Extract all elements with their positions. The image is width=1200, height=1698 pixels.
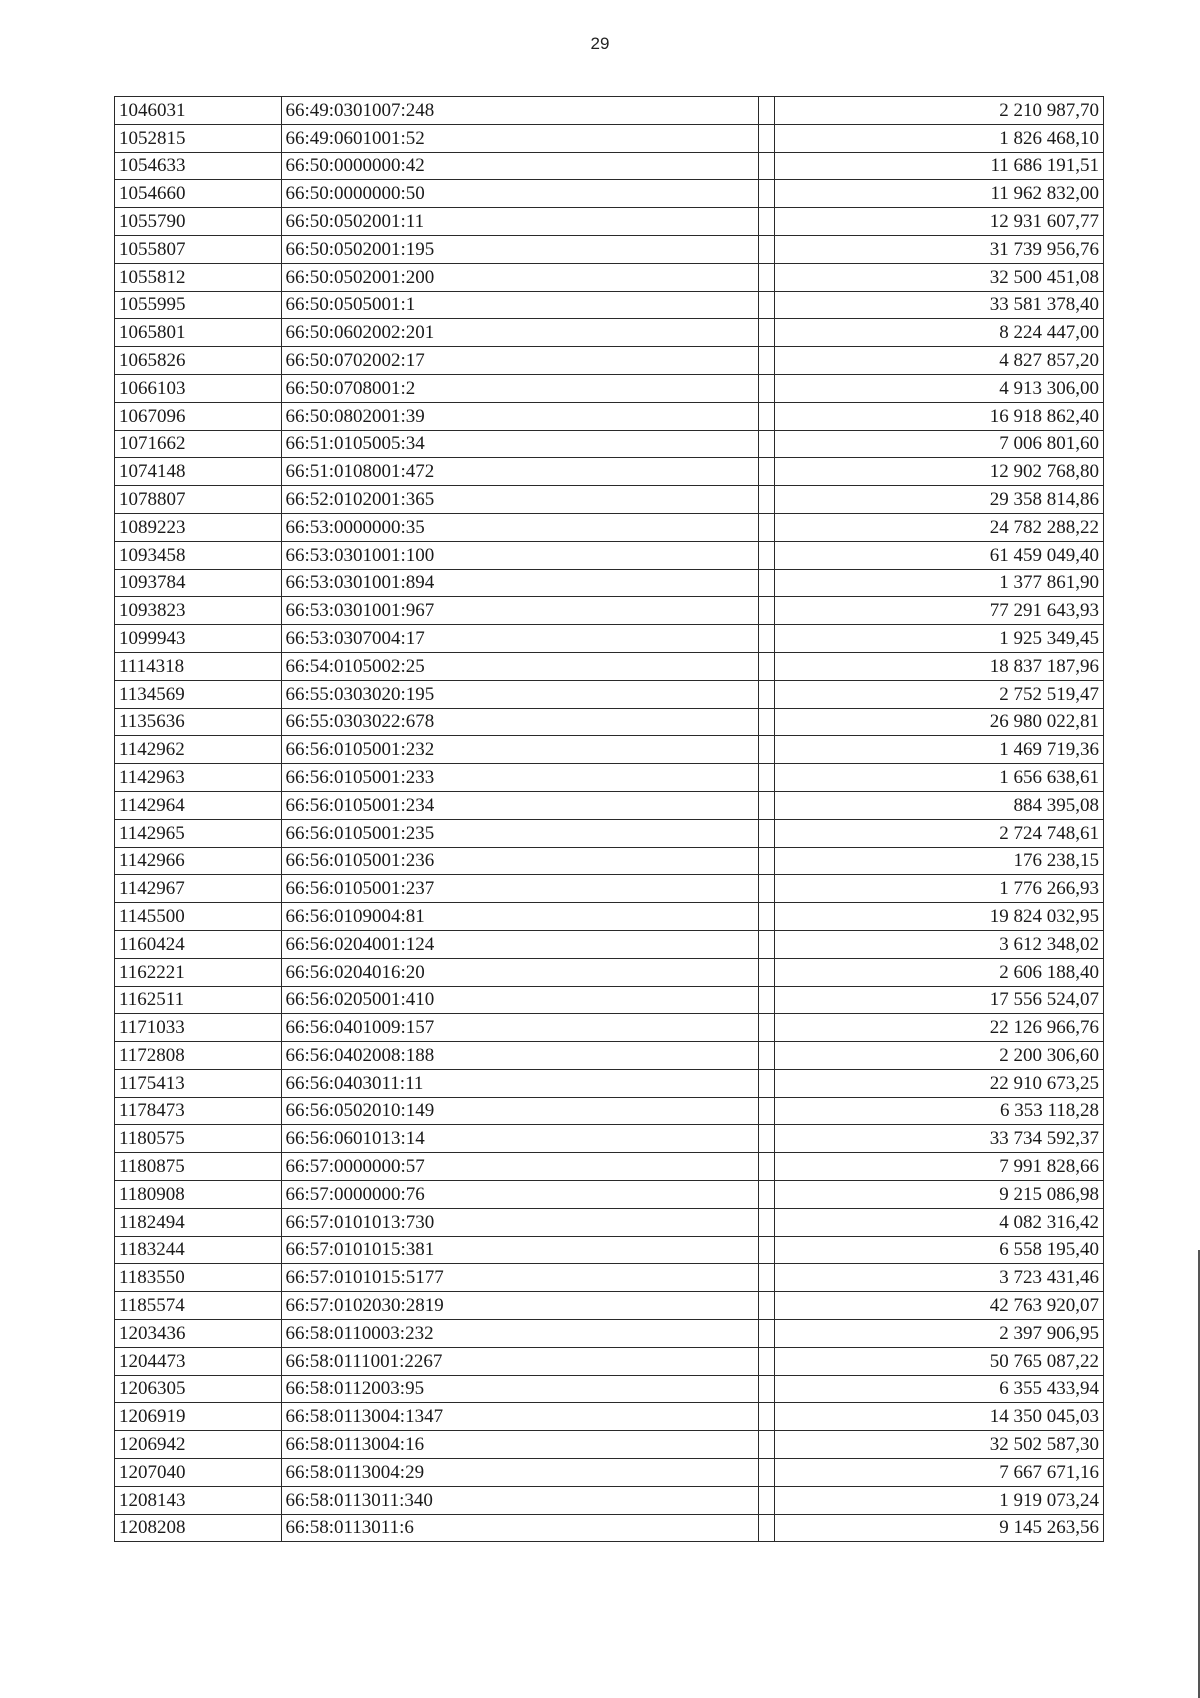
cadastral-number-cell: 66:58:0113011:6 [282, 1514, 759, 1542]
empty-cell [759, 764, 775, 792]
cadastral-value-cell: 24 782 288,22 [774, 513, 1103, 541]
table-row [115, 958, 1104, 986]
cadastral-number-cell: 66:56:0205001:410 [282, 986, 759, 1014]
table-row [115, 402, 1104, 430]
cadastral-number-cell: 66:56:0105001:234 [282, 791, 759, 819]
object-code-cell: 1203436 [115, 1320, 282, 1348]
table-row [115, 263, 1104, 291]
empty-cell [759, 402, 775, 430]
table-row [115, 1403, 1104, 1431]
cadastral-value-cell: 1 776 266,93 [774, 875, 1103, 903]
table-row [115, 1320, 1104, 1348]
cadastral-value-cell: 77 291 643,93 [774, 597, 1103, 625]
object-code-cell: 1093784 [115, 569, 282, 597]
empty-cell [759, 1264, 775, 1292]
empty-cell [759, 1208, 775, 1236]
table-row [115, 1208, 1104, 1236]
empty-cell [759, 1069, 775, 1097]
table-row [115, 1097, 1104, 1125]
cadastral-value-cell: 26 980 022,81 [774, 708, 1103, 736]
cadastral-number-cell: 66:50:0802001:39 [282, 402, 759, 430]
cadastral-number-cell: 66:56:0105001:232 [282, 736, 759, 764]
cadastral-value-cell: 1 469 719,36 [774, 736, 1103, 764]
cadastral-value-cell: 11 962 832,00 [774, 180, 1103, 208]
empty-cell [759, 736, 775, 764]
object-code-cell: 1185574 [115, 1292, 282, 1320]
empty-cell [759, 1347, 775, 1375]
empty-cell [759, 319, 775, 347]
empty-cell [759, 1153, 775, 1181]
table-row [115, 791, 1104, 819]
cadastral-number-cell: 66:56:0105001:235 [282, 819, 759, 847]
table-row [115, 1264, 1104, 1292]
cadastral-number-cell: 66:56:0204016:20 [282, 958, 759, 986]
cadastral-value-cell: 2 397 906,95 [774, 1320, 1103, 1348]
empty-cell [759, 569, 775, 597]
table-row [115, 97, 1104, 125]
empty-cell [759, 347, 775, 375]
object-code-cell: 1067096 [115, 402, 282, 430]
table-row [115, 1292, 1104, 1320]
cadastral-number-cell: 66:50:0502001:195 [282, 235, 759, 263]
empty-cell [759, 291, 775, 319]
cadastral-value-cell: 22 126 966,76 [774, 1014, 1103, 1042]
table-row [115, 708, 1104, 736]
empty-cell [759, 708, 775, 736]
cadastral-number-cell: 66:56:0502010:149 [282, 1097, 759, 1125]
empty-cell [759, 1459, 775, 1487]
cadastral-number-cell: 66:58:0110003:232 [282, 1320, 759, 1348]
empty-cell [759, 791, 775, 819]
cadastral-value-cell: 9 145 263,56 [774, 1514, 1103, 1542]
cadastral-value-cell: 12 931 607,77 [774, 208, 1103, 236]
cadastral-number-cell: 66:55:0303022:678 [282, 708, 759, 736]
cadastral-value-cell: 61 459 049,40 [774, 541, 1103, 569]
cadastral-value-cell: 6 558 195,40 [774, 1236, 1103, 1264]
object-code-cell: 1055812 [115, 263, 282, 291]
empty-cell [759, 1236, 775, 1264]
table-row [115, 291, 1104, 319]
cadastral-number-cell: 66:50:0505001:1 [282, 291, 759, 319]
empty-cell [759, 430, 775, 458]
object-code-cell: 1093458 [115, 541, 282, 569]
cadastral-number-cell: 66:50:0000000:50 [282, 180, 759, 208]
cadastral-value-table [114, 96, 1104, 1542]
object-code-cell: 1162511 [115, 986, 282, 1014]
empty-cell [759, 986, 775, 1014]
cadastral-number-cell: 66:51:0105005:34 [282, 430, 759, 458]
table-row [115, 764, 1104, 792]
cadastral-number-cell: 66:53:0301001:894 [282, 569, 759, 597]
object-code-cell: 1093823 [115, 597, 282, 625]
cadastral-value-cell: 16 918 862,40 [774, 402, 1103, 430]
cadastral-number-cell: 66:58:0113004:29 [282, 1459, 759, 1487]
empty-cell [759, 124, 775, 152]
cadastral-value-cell: 2 606 188,40 [774, 958, 1103, 986]
cadastral-value-cell: 33 734 592,37 [774, 1125, 1103, 1153]
object-code-cell: 1055790 [115, 208, 282, 236]
object-code-cell: 1172808 [115, 1042, 282, 1070]
cadastral-value-cell: 7 991 828,66 [774, 1153, 1103, 1181]
object-code-cell: 1183550 [115, 1264, 282, 1292]
table-row [115, 986, 1104, 1014]
cadastral-number-cell: 66:53:0307004:17 [282, 625, 759, 653]
table-row [115, 652, 1104, 680]
cadastral-number-cell: 66:57:0000000:76 [282, 1181, 759, 1209]
empty-cell [759, 513, 775, 541]
object-code-cell: 1065826 [115, 347, 282, 375]
cadastral-number-cell: 66:56:0402008:188 [282, 1042, 759, 1070]
object-code-cell: 1145500 [115, 903, 282, 931]
table-row [115, 1153, 1104, 1181]
cadastral-number-cell: 66:56:0401009:157 [282, 1014, 759, 1042]
object-code-cell: 1142966 [115, 847, 282, 875]
cadastral-number-cell: 66:50:0000000:42 [282, 152, 759, 180]
empty-cell [759, 1514, 775, 1542]
table-row [115, 875, 1104, 903]
object-code-cell: 1055807 [115, 235, 282, 263]
cadastral-number-cell: 66:49:0601001:52 [282, 124, 759, 152]
empty-cell [759, 1486, 775, 1514]
cadastral-number-cell: 66:50:0502001:11 [282, 208, 759, 236]
object-code-cell: 1175413 [115, 1069, 282, 1097]
cadastral-value-cell: 3 612 348,02 [774, 930, 1103, 958]
table-row [115, 1431, 1104, 1459]
table-row [115, 430, 1104, 458]
cadastral-number-cell: 66:58:0113011:340 [282, 1486, 759, 1514]
cadastral-value-cell: 32 502 587,30 [774, 1431, 1103, 1459]
empty-cell [759, 680, 775, 708]
object-code-cell: 1180575 [115, 1125, 282, 1153]
object-code-cell: 1171033 [115, 1014, 282, 1042]
cadastral-value-cell: 2 200 306,60 [774, 1042, 1103, 1070]
object-code-cell: 1142964 [115, 791, 282, 819]
cadastral-number-cell: 66:57:0101015:381 [282, 1236, 759, 1264]
object-code-cell: 1160424 [115, 930, 282, 958]
object-code-cell: 1206919 [115, 1403, 282, 1431]
object-code-cell: 1142962 [115, 736, 282, 764]
table-row [115, 180, 1104, 208]
table-row [115, 1236, 1104, 1264]
object-code-cell: 1074148 [115, 458, 282, 486]
cadastral-value-cell: 29 358 814,86 [774, 486, 1103, 514]
object-code-cell: 1178473 [115, 1097, 282, 1125]
cadastral-value-cell: 1 656 638,61 [774, 764, 1103, 792]
object-code-cell: 1208143 [115, 1486, 282, 1514]
object-code-cell: 1208208 [115, 1514, 282, 1542]
table-row [115, 208, 1104, 236]
page-number: 29 [590, 34, 610, 53]
cadastral-value-cell: 14 350 045,03 [774, 1403, 1103, 1431]
empty-cell [759, 597, 775, 625]
cadastral-value-cell: 22 910 673,25 [774, 1069, 1103, 1097]
cadastral-value-cell: 11 686 191,51 [774, 152, 1103, 180]
table-row [115, 1042, 1104, 1070]
empty-cell [759, 819, 775, 847]
table-row [115, 486, 1104, 514]
object-code-cell: 1183244 [115, 1236, 282, 1264]
object-code-cell: 1204473 [115, 1347, 282, 1375]
cadastral-number-cell: 66:56:0204001:124 [282, 930, 759, 958]
empty-cell [759, 958, 775, 986]
cadastral-number-cell: 66:58:0112003:95 [282, 1375, 759, 1403]
empty-cell [759, 1431, 775, 1459]
cadastral-value-cell: 19 824 032,95 [774, 903, 1103, 931]
empty-cell [759, 625, 775, 653]
cadastral-value-cell: 12 902 768,80 [774, 458, 1103, 486]
empty-cell [759, 235, 775, 263]
table-row [115, 930, 1104, 958]
cadastral-value-cell: 4 827 857,20 [774, 347, 1103, 375]
cadastral-number-cell: 66:57:0102030:2819 [282, 1292, 759, 1320]
empty-cell [759, 1403, 775, 1431]
object-code-cell: 1065801 [115, 319, 282, 347]
cadastral-value-cell: 6 355 433,94 [774, 1375, 1103, 1403]
empty-cell [759, 152, 775, 180]
empty-cell [759, 180, 775, 208]
cadastral-value-cell: 17 556 524,07 [774, 986, 1103, 1014]
table-row [115, 625, 1104, 653]
table-row [115, 736, 1104, 764]
cadastral-value-cell: 4 082 316,42 [774, 1208, 1103, 1236]
object-code-cell: 1142967 [115, 875, 282, 903]
cadastral-value-cell: 1 925 349,45 [774, 625, 1103, 653]
table-row [115, 1375, 1104, 1403]
object-code-cell: 1135636 [115, 708, 282, 736]
cadastral-number-cell: 66:50:0602002:201 [282, 319, 759, 347]
cadastral-value-cell: 176 238,15 [774, 847, 1103, 875]
cadastral-number-cell: 66:56:0105001:236 [282, 847, 759, 875]
empty-cell [759, 1320, 775, 1348]
cadastral-number-cell: 66:50:0708001:2 [282, 374, 759, 402]
object-code-cell: 1207040 [115, 1459, 282, 1487]
table-row [115, 597, 1104, 625]
cadastral-value-cell: 6 353 118,28 [774, 1097, 1103, 1125]
cadastral-number-cell: 66:56:0105001:233 [282, 764, 759, 792]
table-row [115, 1181, 1104, 1209]
object-code-cell: 1180908 [115, 1181, 282, 1209]
object-code-cell: 1180875 [115, 1153, 282, 1181]
cadastral-number-cell: 66:49:0301007:248 [282, 97, 759, 125]
cadastral-value-cell: 3 723 431,46 [774, 1264, 1103, 1292]
cadastral-value-cell: 2 210 987,70 [774, 97, 1103, 125]
cadastral-number-cell: 66:57:0101015:5177 [282, 1264, 759, 1292]
table-row [115, 680, 1104, 708]
cadastral-value-cell: 31 739 956,76 [774, 235, 1103, 263]
cadastral-value-cell: 884 395,08 [774, 791, 1103, 819]
empty-cell [759, 1097, 775, 1125]
table-row [115, 1014, 1104, 1042]
table-row [115, 541, 1104, 569]
object-code-cell: 1142963 [115, 764, 282, 792]
empty-cell [759, 930, 775, 958]
cadastral-number-cell: 66:57:0101013:730 [282, 1208, 759, 1236]
empty-cell [759, 1042, 775, 1070]
empty-cell [759, 1014, 775, 1042]
cadastral-number-cell: 66:56:0109004:81 [282, 903, 759, 931]
table-row [115, 847, 1104, 875]
cadastral-number-cell: 66:57:0000000:57 [282, 1153, 759, 1181]
object-code-cell: 1182494 [115, 1208, 282, 1236]
object-code-cell: 1134569 [115, 680, 282, 708]
table-row [115, 458, 1104, 486]
empty-cell [759, 1125, 775, 1153]
empty-cell [759, 652, 775, 680]
empty-cell [759, 903, 775, 931]
empty-cell [759, 1181, 775, 1209]
table-row [115, 319, 1104, 347]
empty-cell [759, 486, 775, 514]
cadastral-number-cell: 66:55:0303020:195 [282, 680, 759, 708]
object-code-cell: 1052815 [115, 124, 282, 152]
object-code-cell: 1078807 [115, 486, 282, 514]
object-code-cell: 1066103 [115, 374, 282, 402]
object-code-cell: 1206305 [115, 1375, 282, 1403]
cadastral-number-cell: 66:50:0502001:200 [282, 263, 759, 291]
cadastral-number-cell: 66:56:0105001:237 [282, 875, 759, 903]
table-row [115, 1486, 1104, 1514]
table-row [115, 1459, 1104, 1487]
cadastral-value-cell: 1 377 861,90 [774, 569, 1103, 597]
empty-cell [759, 1375, 775, 1403]
table-row [115, 1514, 1104, 1542]
object-code-cell: 1162221 [115, 958, 282, 986]
empty-cell [759, 97, 775, 125]
table-row [115, 1125, 1104, 1153]
object-code-cell: 1089223 [115, 513, 282, 541]
cadastral-value-cell: 7 667 671,16 [774, 1459, 1103, 1487]
object-code-cell: 1055995 [115, 291, 282, 319]
object-code-cell: 1046031 [115, 97, 282, 125]
object-code-cell: 1054660 [115, 180, 282, 208]
cadastral-number-cell: 66:53:0301001:967 [282, 597, 759, 625]
table-row [115, 569, 1104, 597]
empty-cell [759, 847, 775, 875]
table-row [115, 1347, 1104, 1375]
cadastral-number-cell: 66:50:0702002:17 [282, 347, 759, 375]
table-row [115, 903, 1104, 931]
empty-cell [759, 875, 775, 903]
table-body [115, 97, 1104, 1542]
object-code-cell: 1054633 [115, 152, 282, 180]
cadastral-value-cell: 9 215 086,98 [774, 1181, 1103, 1209]
table-row [115, 374, 1104, 402]
cadastral-number-cell: 66:58:0113004:1347 [282, 1403, 759, 1431]
table-row [115, 1069, 1104, 1097]
object-code-cell: 1099943 [115, 625, 282, 653]
object-code-cell: 1206942 [115, 1431, 282, 1459]
cadastral-number-cell: 66:53:0000000:35 [282, 513, 759, 541]
empty-cell [759, 541, 775, 569]
cadastral-value-cell: 1 919 073,24 [774, 1486, 1103, 1514]
empty-cell [759, 374, 775, 402]
cadastral-number-cell: 66:51:0108001:472 [282, 458, 759, 486]
cadastral-value-cell: 2 752 519,47 [774, 680, 1103, 708]
object-code-cell: 1071662 [115, 430, 282, 458]
cadastral-value-cell: 8 224 447,00 [774, 319, 1103, 347]
cadastral-number-cell: 66:53:0301001:100 [282, 541, 759, 569]
cadastral-number-cell: 66:56:0601013:14 [282, 1125, 759, 1153]
cadastral-number-cell: 66:52:0102001:365 [282, 486, 759, 514]
object-code-cell: 1114318 [115, 652, 282, 680]
cadastral-value-cell: 1 826 468,10 [774, 124, 1103, 152]
empty-cell [759, 1292, 775, 1320]
empty-cell [759, 263, 775, 291]
table-row [115, 124, 1104, 152]
empty-cell [759, 458, 775, 486]
empty-cell [759, 208, 775, 236]
cadastral-number-cell: 66:56:0403011:11 [282, 1069, 759, 1097]
table-row [115, 235, 1104, 263]
table-row [115, 513, 1104, 541]
cadastral-number-cell: 66:58:0111001:2267 [282, 1347, 759, 1375]
table-row [115, 347, 1104, 375]
table-row [115, 819, 1104, 847]
object-code-cell: 1142965 [115, 819, 282, 847]
cadastral-number-cell: 66:54:0105002:25 [282, 652, 759, 680]
cadastral-value-cell: 32 500 451,08 [774, 263, 1103, 291]
cadastral-value-cell: 50 765 087,22 [774, 1347, 1103, 1375]
cadastral-value-cell: 4 913 306,00 [774, 374, 1103, 402]
table-row [115, 152, 1104, 180]
cadastral-value-cell: 7 006 801,60 [774, 430, 1103, 458]
cadastral-value-cell: 42 763 920,07 [774, 1292, 1103, 1320]
cadastral-value-cell: 2 724 748,61 [774, 819, 1103, 847]
cadastral-value-cell: 33 581 378,40 [774, 291, 1103, 319]
cadastral-value-cell: 18 837 187,96 [774, 652, 1103, 680]
cadastral-number-cell: 66:58:0113004:16 [282, 1431, 759, 1459]
